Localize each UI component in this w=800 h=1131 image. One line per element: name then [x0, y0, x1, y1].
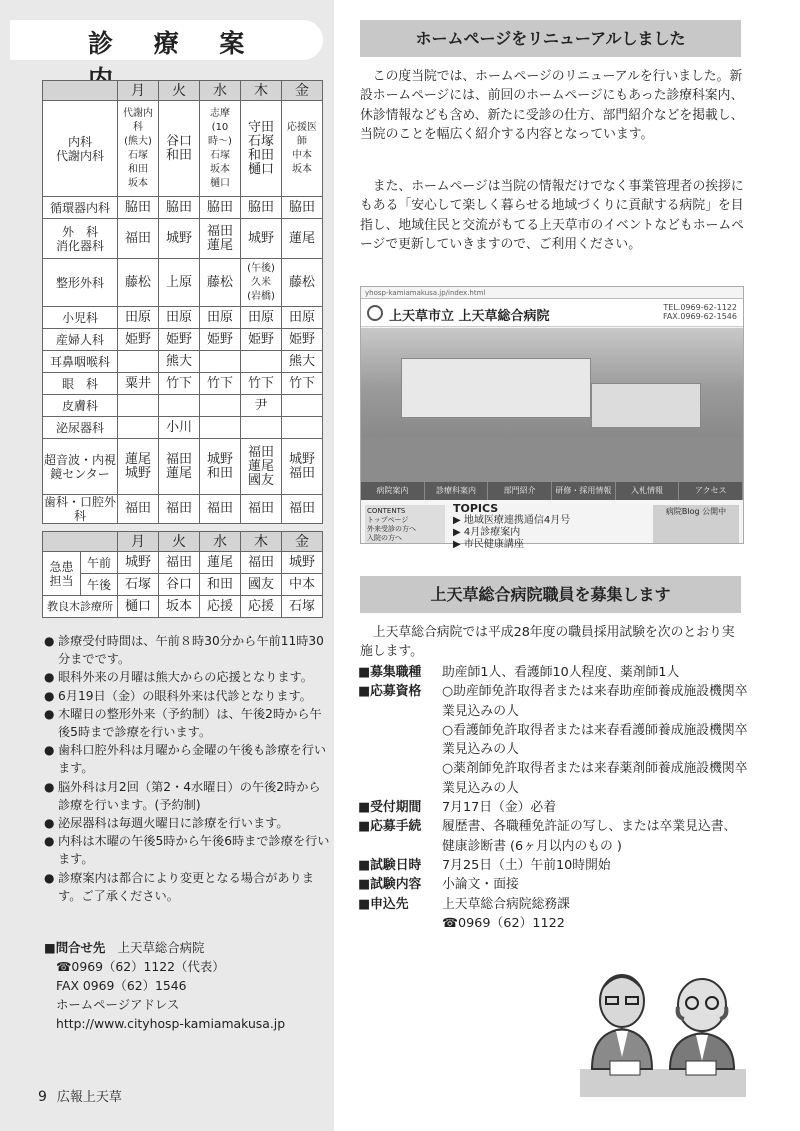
doctor-cell: 谷口	[159, 574, 200, 596]
note-item: ● 歯科口腔外科は月曜から金曜の午後も診療を行います。	[44, 741, 330, 777]
website-header	[361, 299, 743, 327]
website-topics	[453, 503, 643, 551]
doctor-cell	[118, 417, 159, 439]
section-title: 診 療 案	[88, 29, 261, 58]
doctor-cell: 代謝内科 (熊大) 石塚 和田 坂本	[118, 101, 159, 197]
website-screenshot	[360, 286, 744, 550]
note-item: ● 6月19日（金）の眼科外来は代診となります。	[44, 687, 330, 705]
recruit-value: 7月25日（土）午前10時開始	[442, 857, 611, 873]
schedule-row	[43, 101, 323, 197]
recruit-key	[358, 759, 442, 798]
website-side-top: トップページ	[367, 516, 409, 524]
doctor-cell: 脇田	[159, 197, 200, 219]
note-item: ● 脳外科は月2回（第2・4水曜日）の午後2時から診療を行います。(予約制)	[44, 778, 330, 814]
doctor-cell: 石塚	[282, 596, 323, 618]
recruit-value: 7月17日（金）必着	[442, 800, 557, 816]
day-header: 火	[159, 81, 200, 101]
recruit-value: ○看護師免許取得者または来春看護師養成施設機関卒業見込みの人	[442, 722, 748, 758]
header-corner	[43, 532, 118, 552]
schedule-row	[43, 417, 323, 439]
note-item: ● 泌尿器科は毎週火曜日に診療を行います。	[44, 814, 330, 832]
doctor-cell: 城野	[118, 552, 159, 574]
clinic-label: 教良木診療所	[43, 596, 118, 618]
doctor-cell: 志摩 (10時〜) 石塚 坂本 樋口	[200, 101, 241, 197]
doctor-cell: 中本	[282, 574, 323, 596]
schedule-row	[43, 219, 323, 259]
recruit-key: ■ 応募手続	[358, 817, 442, 856]
recruit-item	[358, 875, 748, 894]
day-header: 水	[200, 81, 241, 101]
schedule-row	[43, 395, 323, 417]
website-nav-item: アクセス	[679, 482, 743, 500]
website-side-inpatient: 入院の方へ	[367, 534, 402, 542]
note-item: ● 内科は木曜の午後5時から午後6時まで診療を行います。	[44, 832, 330, 868]
website-hospital-name: 上天草市立 上天草総合病院	[389, 309, 550, 324]
schedule-table	[42, 80, 323, 524]
note-item: ● 眼科外来の月曜は熊大からの応援となります。	[44, 668, 330, 686]
note-item: ● 診療受付時間は、午前８時30分から午前11時30分までです。	[44, 632, 330, 668]
day-header: 木	[241, 81, 282, 101]
website-topic-item: ▶ 市民健康講座	[453, 539, 524, 550]
doctor-cell: 藤松	[118, 259, 159, 307]
recruit-value: ○助産師免許取得者または来春助産師養成施設機関卒業見込みの人	[442, 684, 748, 719]
department-cell: 整形外科	[43, 259, 118, 307]
recruit-value: 助産師1人、看護師10人程度、薬剤師1人	[442, 665, 680, 680]
doctor-cell: 竹下	[159, 373, 200, 395]
website-nav	[361, 482, 743, 500]
note-item: ● 木曜日の整形外来（予約制）は、午後2時から午後5時まで診療を行います。	[44, 705, 330, 741]
recruit-key	[358, 914, 442, 933]
doctor-cell: 坂本	[159, 596, 200, 618]
doctor-cell: 姫野	[241, 329, 282, 351]
schedule-row	[43, 495, 323, 524]
doctor-cell	[118, 351, 159, 373]
doctor-cell: 城野 福田	[282, 439, 323, 495]
schedule-row	[43, 439, 323, 495]
website-topic-item: ▶ 4月診療案内	[453, 527, 521, 538]
doctor-cell: 福田 蓮尾	[200, 219, 241, 259]
renewal-heading: ホームページをリニューアルしました	[360, 20, 741, 57]
doctor-cell	[282, 417, 323, 439]
website-side-outpatient: 外来受診の方へ	[367, 525, 416, 533]
website-fax: FAX.0969-62-1546	[662, 312, 737, 321]
schedule-row	[43, 259, 323, 307]
contact-heading: ■問合せ先	[44, 940, 106, 955]
note-item: ● 診療案内は都合により変更となる場合があります。ご了承ください。	[44, 869, 330, 905]
emergency-header-row	[43, 532, 323, 552]
doctor-cell: 藤松	[200, 259, 241, 307]
doctor-cell: 蓮尾	[200, 552, 241, 574]
website-tel: TEL.0969-62-1122	[663, 303, 737, 312]
department-cell: 皮膚科	[43, 395, 118, 417]
doctor-cell	[241, 351, 282, 373]
page-footer	[38, 1086, 122, 1105]
doctor-cell: 谷口 和田	[159, 101, 200, 197]
doctor-cell: 脇田	[241, 197, 282, 219]
topics-heading: TOPICS	[453, 502, 499, 515]
recruit-value: ○薬剤師免許取得者または来春薬剤師養成施設機関卒業見込みの人	[442, 761, 748, 796]
website-blog-banner: 病院Blog 公開中	[653, 505, 739, 543]
recruit-key: ■ 申込先	[358, 895, 442, 914]
recruit-key: ■ 試験内容	[358, 875, 442, 894]
page-number: 9	[38, 1089, 47, 1105]
recruit-value: 上天草総合病院総務課	[442, 896, 570, 912]
recruit-item	[358, 798, 748, 817]
recruit-intro: 上天草総合病院では平成28年度の職員採用試験を次のとおり実施します。	[360, 625, 735, 660]
recruit-key: ■ 応募資格	[358, 682, 442, 721]
department-cell: 外 科 消化器科	[43, 219, 118, 259]
doctor-cell: 福田	[118, 219, 159, 259]
recruit-key	[358, 721, 442, 760]
table-header-row	[43, 81, 323, 101]
doctor-cell: 蓮尾	[282, 219, 323, 259]
website-contact	[663, 303, 737, 321]
department-cell: 産婦人科	[43, 329, 118, 351]
doctor-cell: 福田	[118, 495, 159, 524]
website-nav-item: 入札情報	[616, 482, 680, 500]
emergency-am-row	[43, 552, 323, 574]
doctor-cell: 姫野	[118, 329, 159, 351]
recruit-item	[358, 895, 748, 914]
doctor-cell: 田原	[159, 307, 200, 329]
emergency-pm-row	[43, 574, 323, 596]
schedule-row	[43, 351, 323, 373]
pm-label: 午後	[81, 574, 118, 596]
doctor-cell: 竹下	[200, 373, 241, 395]
day-header: 木	[241, 532, 282, 552]
doctor-cell: 竹下	[241, 373, 282, 395]
contact-url[interactable]: http://www.cityhosp-kamiamakusa.jp	[56, 1016, 286, 1031]
emergency-label: 急患 担当	[43, 552, 81, 596]
recruit-value: 履歴書、各職種免許証の写し、または卒業見込書、健康診断書 (6ヶ月以内のもの )	[442, 819, 737, 854]
department-cell: 歯科・口腔外科	[44, 495, 117, 523]
section-title-pill	[10, 20, 323, 60]
doctor-cell	[282, 395, 323, 417]
recruit-item	[358, 914, 748, 933]
doctor-cell: 竹下	[282, 373, 323, 395]
doctor-cell: 上原	[159, 259, 200, 307]
doctor-cell	[118, 395, 159, 417]
day-header: 金	[282, 532, 323, 552]
contact-hp-label: ホームページアドレス	[56, 997, 180, 1012]
doctor-cell: 樋口	[118, 596, 159, 618]
doctor-cell: 脇田	[282, 197, 323, 219]
day-header: 月	[118, 81, 159, 101]
recruit-item	[358, 856, 748, 875]
doctor-cell: 姫野	[200, 329, 241, 351]
recruit-item	[358, 663, 748, 682]
recruit-item	[358, 721, 748, 760]
recruit-item	[358, 759, 748, 798]
department-cell: 循環器内科	[43, 197, 118, 219]
am-label: 午前	[81, 552, 118, 574]
doctor-cell: 藤松	[282, 259, 323, 307]
doctor-cell: 福田	[241, 552, 282, 574]
doctor-cell	[200, 351, 241, 373]
department-cell: 泌尿器科	[43, 417, 118, 439]
website-nav-item: 病院案内	[361, 482, 425, 500]
website-nav-item: 診療科案内	[425, 482, 489, 500]
recruit-value: ☎0969（62）1122	[442, 915, 565, 931]
renewal-paragraph-1: この度当院では、ホームページのリニューアルを行いました。新設ホームページには、前回のホームページにもあった診療科案内、休診情報なども含め、新たに受診の仕方、部門紹介などを掲載し、当院のことを幅広く紹介する内容となっています。	[360, 69, 744, 142]
website-sidebar	[365, 505, 445, 543]
doctor-cell: 福田	[200, 495, 241, 524]
recruit-key: ■ 試験日時	[358, 856, 442, 875]
department-cell: 眼 科	[43, 373, 118, 395]
day-header: 水	[200, 532, 241, 552]
contact-fax: FAX 0969（62）1546	[56, 978, 187, 993]
doctor-cell	[159, 395, 200, 417]
hospital-logo-icon	[367, 305, 383, 321]
two-men-illustration	[580, 957, 746, 1097]
recruit-details	[358, 663, 748, 933]
doctor-cell	[200, 395, 241, 417]
doctor-cell: 福田 蓮尾	[159, 439, 200, 495]
doctor-cell: 田原	[118, 307, 159, 329]
website-url: yhosp-kamiamakusa.jp/index.html	[361, 287, 743, 299]
header-corner	[43, 81, 118, 101]
department-cell: 内科 代謝内科	[43, 101, 118, 197]
doctor-cell: 福田	[241, 495, 282, 524]
doctor-cell: 田原	[241, 307, 282, 329]
doctor-cell: 城野	[282, 552, 323, 574]
doctor-cell: 國友	[241, 574, 282, 596]
schedule-row	[43, 373, 323, 395]
contact-org: 上天草総合病院	[117, 940, 205, 955]
recruit-item	[358, 682, 748, 721]
department-cell: 耳鼻咽喉科	[43, 351, 118, 373]
notes-list	[44, 632, 330, 905]
doctor-cell: 蓮尾 城野	[118, 439, 159, 495]
doctor-cell: (午後) 久米 (岩橋)	[241, 259, 282, 307]
department-cell: 超音波・内視 鏡センター	[43, 439, 118, 495]
doctor-cell: 熊大	[159, 351, 200, 373]
recruit-item	[358, 817, 748, 856]
emergency-table	[42, 531, 323, 618]
recruit-key: ■ 募集職種	[358, 663, 442, 682]
doctor-cell: 福田	[159, 552, 200, 574]
day-header: 火	[159, 532, 200, 552]
contact-block	[44, 938, 330, 1033]
doctor-cell: 和田	[200, 574, 241, 596]
day-header: 金	[282, 81, 323, 101]
doctor-cell: 脇田	[118, 197, 159, 219]
doctor-cell	[200, 417, 241, 439]
website-nav-item: 研修・採用情報	[552, 482, 616, 500]
doctor-cell: 応援	[241, 596, 282, 618]
doctor-cell: 福田	[159, 495, 200, 524]
doctor-cell: 田原	[282, 307, 323, 329]
doctor-cell: 福田	[282, 495, 323, 524]
doctor-cell: 石塚	[118, 574, 159, 596]
day-header: 月	[118, 532, 159, 552]
department-cell: 小児科	[43, 307, 118, 329]
doctor-cell: 尹	[241, 395, 282, 417]
schedule-row	[43, 329, 323, 351]
schedule-row	[43, 197, 323, 219]
website-topic-item: ▶ 地域医療連携通信4月号	[453, 515, 571, 526]
renewal-paragraph-2: また、ホームページは当院の情報だけでなく事業管理者の挨拶にもある「安心して楽しく暮らせる地域づくりに貢献する病院」を目指し、地域住民と交流がもてる上天草市のイベントなどもホームページで更新していきますので、ご利用ください。	[360, 179, 744, 252]
doctor-cell: 城野 和田	[200, 439, 241, 495]
doctor-cell: 守田 石塚 和田 樋口	[241, 101, 282, 197]
doctor-cell: 粟井	[118, 373, 159, 395]
recruit-key: ■ 受付期間	[358, 798, 442, 817]
doctor-cell	[241, 417, 282, 439]
clinic-row	[43, 596, 323, 618]
recruit-heading: 上天草総合病院職員を募集します	[360, 576, 741, 613]
doctor-cell: 城野	[241, 219, 282, 259]
hospital-aerial-photo	[361, 328, 743, 482]
publication-name: 広報上天草	[56, 1090, 122, 1105]
doctor-cell: 姫野	[159, 329, 200, 351]
doctor-cell: 熊大	[282, 351, 323, 373]
doctor-cell: 田原	[200, 307, 241, 329]
website-side-contents: CONTENTS	[367, 507, 406, 515]
doctor-cell: 城野	[159, 219, 200, 259]
doctor-cell: 脇田	[200, 197, 241, 219]
doctor-cell: 小川	[159, 417, 200, 439]
doctor-cell: 福田 蓮尾 國友	[241, 439, 282, 495]
website-nav-item: 部門紹介	[488, 482, 552, 500]
recruit-value: 小論文・面接	[442, 877, 519, 893]
doctor-cell: 応援医師 中本 坂本	[282, 101, 323, 197]
doctor-cell: 応援	[200, 596, 241, 618]
doctor-cell: 姫野	[282, 329, 323, 351]
contact-tel: ☎0969（62）1122（代表）	[56, 959, 225, 974]
schedule-row	[43, 307, 323, 329]
